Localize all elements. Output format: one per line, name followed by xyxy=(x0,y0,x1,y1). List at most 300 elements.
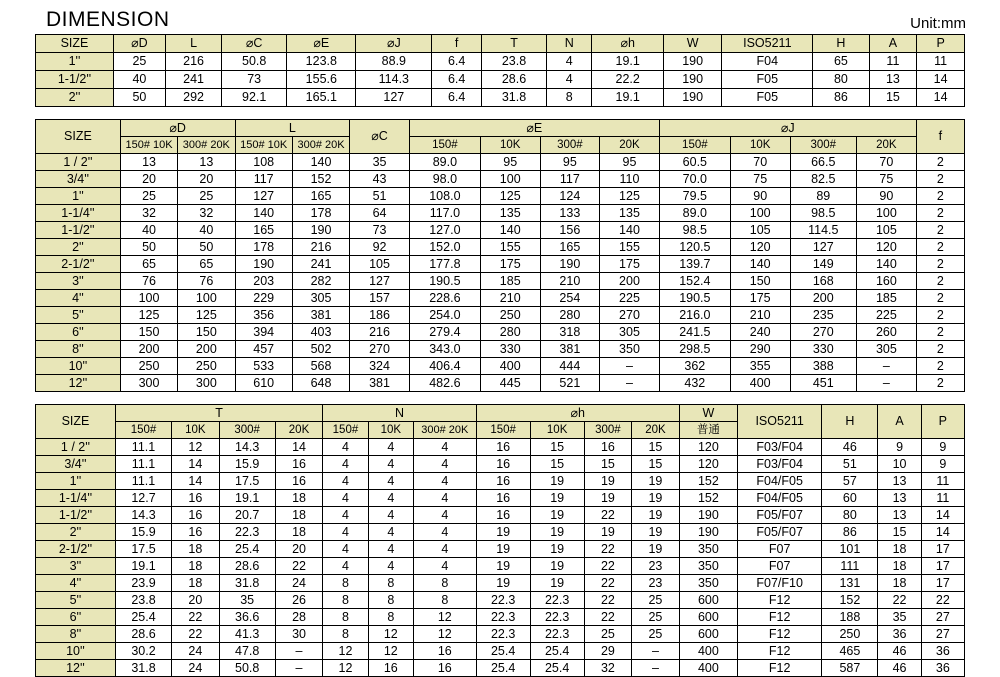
cell-j-150: 98.5 xyxy=(659,222,730,239)
cell-d-300-20k: 65 xyxy=(178,256,235,273)
cell-j-10k: 290 xyxy=(730,341,790,358)
cell-h-20k: 15 xyxy=(632,439,680,456)
cell-d: 40 xyxy=(113,71,165,89)
cell-t-20k: 20 xyxy=(275,541,323,558)
cell-j-20k: 225 xyxy=(857,307,917,324)
cell-e-20k: 135 xyxy=(600,205,660,222)
cell-c: 92.1 xyxy=(222,89,287,107)
cell-e-150: 406.4 xyxy=(409,358,480,375)
cell-e-150: 254.0 xyxy=(409,307,480,324)
cell-e-150: 117.0 xyxy=(409,205,480,222)
cell-l-150-10k: 117 xyxy=(235,171,292,188)
cell-n-10k: 4 xyxy=(368,456,413,473)
table-header-row-sub xyxy=(36,137,965,154)
cell-size: 8'' xyxy=(36,341,121,358)
cell-a: 36 xyxy=(878,626,921,643)
cell-iso: F04 xyxy=(722,53,813,71)
cell-j-150: 216.0 xyxy=(659,307,730,324)
cell-n-150: 8 xyxy=(323,575,368,592)
cell-l-150-10k: 203 xyxy=(235,273,292,290)
cell-size: 5'' xyxy=(36,592,116,609)
table-row xyxy=(36,592,965,609)
table-row xyxy=(36,154,965,171)
cell-h: 65 xyxy=(813,53,869,71)
cell-t-10k: 24 xyxy=(172,660,220,677)
cell-h-dia: 22.2 xyxy=(592,71,663,89)
cell-t-20k: 28 xyxy=(275,609,323,626)
cell-n-10k: 12 xyxy=(368,626,413,643)
cell-p: 9 xyxy=(921,456,964,473)
cell-iso: F03/F04 xyxy=(738,456,822,473)
cell-a: 18 xyxy=(878,558,921,575)
cell-h-150: 19 xyxy=(476,558,530,575)
col-header-t: T xyxy=(482,35,547,53)
cell-l-150-10k: 190 xyxy=(235,256,292,273)
cell-d-150-10k: 200 xyxy=(120,341,177,358)
cell-f: 2 xyxy=(916,273,964,290)
cell-d-150-10k: 50 xyxy=(120,239,177,256)
cell-j-150: 120.5 xyxy=(659,239,730,256)
col-header-h-dia: ⌀h xyxy=(592,35,663,53)
cell-f: 2 xyxy=(916,188,964,205)
table-row xyxy=(36,439,965,456)
cell-size: 5'' xyxy=(36,307,121,324)
cell-j-300: 82.5 xyxy=(790,171,857,188)
cell-h: 86 xyxy=(813,89,869,107)
cell-n-150: 8 xyxy=(323,609,368,626)
subcol-e-300: 300# xyxy=(540,137,600,154)
cell-h-dia: 19.1 xyxy=(592,89,663,107)
cell-h-20k: 15 xyxy=(632,456,680,473)
cell-t-20k: 18 xyxy=(275,490,323,507)
cell-e-10k: 400 xyxy=(480,358,540,375)
cell-h-150: 16 xyxy=(476,456,530,473)
cell-h-20k: 23 xyxy=(632,558,680,575)
cell-size: 4'' xyxy=(36,290,121,307)
cell-c: 381 xyxy=(350,375,410,392)
table-row xyxy=(36,53,965,71)
col-header-h: H xyxy=(822,405,878,439)
cell-f: 2 xyxy=(916,222,964,239)
cell-p: 22 xyxy=(921,592,964,609)
cell-n-150: 4 xyxy=(323,524,368,541)
cell-iso: F12 xyxy=(738,609,822,626)
cell-size: 1-1/2'' xyxy=(36,507,116,524)
cell-e-10k: 135 xyxy=(480,205,540,222)
table-row xyxy=(36,507,965,524)
col-header-size: SIZE xyxy=(36,35,114,53)
subcol-t-20k: 20K xyxy=(275,422,323,439)
cell-p: 17 xyxy=(921,541,964,558)
cell-t-150: 30.2 xyxy=(115,643,171,660)
cell-h: 250 xyxy=(822,626,878,643)
subcol-e-10k: 10K xyxy=(480,137,540,154)
cell-h-300: 22 xyxy=(584,507,632,524)
cell-n-10k: 8 xyxy=(368,592,413,609)
cell-f: 2 xyxy=(916,358,964,375)
cell-size: 3/4'' xyxy=(36,456,116,473)
cell-size: 1-1/2'' xyxy=(36,222,121,239)
cell-size: 2'' xyxy=(36,89,114,107)
cell-size: 3'' xyxy=(36,558,116,575)
cell-h-20k: 19 xyxy=(632,490,680,507)
cell-d-300-20k: 125 xyxy=(178,307,235,324)
cell-j-300: 66.5 xyxy=(790,154,857,171)
cell-h-300: 19 xyxy=(584,473,632,490)
cell-l-300-20k: 216 xyxy=(292,239,349,256)
cell-t-20k: 16 xyxy=(275,473,323,490)
cell-e-300: 254 xyxy=(540,290,600,307)
cell-t-150: 23.8 xyxy=(115,592,171,609)
table-header-row-group xyxy=(36,120,965,137)
col-header-l: L xyxy=(235,120,350,137)
cell-j-150: 298.5 xyxy=(659,341,730,358)
cell-c: 50.8 xyxy=(222,53,287,71)
cell-e-300: 133 xyxy=(540,205,600,222)
cell-j-150: 60.5 xyxy=(659,154,730,171)
cell-j-20k: – xyxy=(857,375,917,392)
cell-t-150: 25.4 xyxy=(115,609,171,626)
cell-d-150-10k: 25 xyxy=(120,188,177,205)
col-header-f: f xyxy=(432,35,482,53)
cell-p: 27 xyxy=(921,609,964,626)
cell-iso: F07 xyxy=(738,541,822,558)
cell-j-10k: 240 xyxy=(730,324,790,341)
subcol-n-150: 150# xyxy=(323,422,368,439)
cell-h-20k: 19 xyxy=(632,507,680,524)
subcol-h-10k: 10K xyxy=(530,422,584,439)
cell-j-20k: 70 xyxy=(857,154,917,171)
cell-e-20k: 95 xyxy=(600,154,660,171)
cell-n-10k: 4 xyxy=(368,507,413,524)
cell-h-150: 16 xyxy=(476,507,530,524)
cell-c: 73 xyxy=(222,71,287,89)
cell-j-300: 168 xyxy=(790,273,857,290)
cell-e-20k: – xyxy=(600,358,660,375)
cell-n-300-20k: 4 xyxy=(414,473,477,490)
cell-j-150: 241.5 xyxy=(659,324,730,341)
cell-h: 101 xyxy=(822,541,878,558)
table-row xyxy=(36,643,965,660)
table-header-row xyxy=(36,35,965,53)
cell-n-300-20k: 4 xyxy=(414,490,477,507)
subcol-l-300-20k: 300# 20K xyxy=(292,137,349,154)
cell-n-150: 4 xyxy=(323,473,368,490)
cell-size: 10'' xyxy=(36,358,121,375)
unit-label: Unit:mm xyxy=(910,15,966,32)
cell-f: 6.4 xyxy=(432,71,482,89)
cell-l-150-10k: 457 xyxy=(235,341,292,358)
subcol-t-300: 300# xyxy=(219,422,275,439)
cell-h-150: 16 xyxy=(476,473,530,490)
cell-h-300: 16 xyxy=(584,439,632,456)
cell-j-20k: 160 xyxy=(857,273,917,290)
cell-n-150: 4 xyxy=(323,507,368,524)
cell-t-20k: 18 xyxy=(275,507,323,524)
cell-j-300: 89 xyxy=(790,188,857,205)
cell-d-150-10k: 100 xyxy=(120,290,177,307)
col-header-n: N xyxy=(323,405,476,422)
cell-h-300: 32 xyxy=(584,660,632,677)
cell-l-150-10k: 610 xyxy=(235,375,292,392)
cell-c: 157 xyxy=(350,290,410,307)
cell-e-10k: 330 xyxy=(480,341,540,358)
cell-iso: F05 xyxy=(722,71,813,89)
cell-t-150: 19.1 xyxy=(115,558,171,575)
cell-d-150-10k: 65 xyxy=(120,256,177,273)
cell-j-10k: 75 xyxy=(730,171,790,188)
cell-h-300: 22 xyxy=(584,558,632,575)
cell-p: 17 xyxy=(921,558,964,575)
cell-j-10k: 90 xyxy=(730,188,790,205)
cell-n-300-20k: 4 xyxy=(414,524,477,541)
cell-iso: F05/F07 xyxy=(738,524,822,541)
cell-n: 4 xyxy=(546,71,591,89)
cell-l-300-20k: 502 xyxy=(292,341,349,358)
cell-w: 600 xyxy=(679,609,737,626)
cell-h: 57 xyxy=(822,473,878,490)
table-header-row-group xyxy=(36,405,965,422)
col-header-h: H xyxy=(813,35,869,53)
cell-a: 22 xyxy=(878,592,921,609)
cell-h: 587 xyxy=(822,660,878,677)
subcol-j-10k: 10K xyxy=(730,137,790,154)
cell-w: 350 xyxy=(679,558,737,575)
cell-h-20k: 25 xyxy=(632,592,680,609)
table-row xyxy=(36,524,965,541)
cell-size: 12'' xyxy=(36,660,116,677)
cell-f: 2 xyxy=(916,375,964,392)
cell-e-300: 444 xyxy=(540,358,600,375)
cell-h: 51 xyxy=(822,456,878,473)
cell-t-300: 19.1 xyxy=(219,490,275,507)
cell-t-150: 12.7 xyxy=(115,490,171,507)
cell-t-20k: 16 xyxy=(275,456,323,473)
cell-n-10k: 4 xyxy=(368,439,413,456)
cell-j-300: 98.5 xyxy=(790,205,857,222)
cell-h-300: 22 xyxy=(584,575,632,592)
cell-h-300: 19 xyxy=(584,524,632,541)
cell-p: 27 xyxy=(921,626,964,643)
cell-n-150: 4 xyxy=(323,558,368,575)
cell-size: 1'' xyxy=(36,53,114,71)
cell-h-20k: – xyxy=(632,643,680,660)
cell-t-300: 28.6 xyxy=(219,558,275,575)
cell-h-20k: – xyxy=(632,660,680,677)
cell-h-10k: 22.3 xyxy=(530,592,584,609)
cell-n-10k: 8 xyxy=(368,609,413,626)
cell-a: 15 xyxy=(869,89,917,107)
cell-t-20k: 30 xyxy=(275,626,323,643)
subcol-d-150-10k: 150# 10K xyxy=(120,137,177,154)
page-title: DIMENSION xyxy=(46,8,170,31)
col-header-l: L xyxy=(165,35,221,53)
cell-size: 1'' xyxy=(36,188,121,205)
cell-h-150: 16 xyxy=(476,439,530,456)
cell-w: 350 xyxy=(679,541,737,558)
cell-j-300: 235 xyxy=(790,307,857,324)
cell-n-10k: 4 xyxy=(368,524,413,541)
cell-n-150: 12 xyxy=(323,660,368,677)
cell-e-20k: – xyxy=(600,375,660,392)
cell-c: 127 xyxy=(350,273,410,290)
cell-d-300-20k: 76 xyxy=(178,273,235,290)
cell-t-300: 14.3 xyxy=(219,439,275,456)
cell-l-300-20k: 165 xyxy=(292,188,349,205)
cell-d-300-20k: 200 xyxy=(178,341,235,358)
cell-j-150: 139.7 xyxy=(659,256,730,273)
cell-t-10k: 16 xyxy=(172,490,220,507)
cell-t-300: 20.7 xyxy=(219,507,275,524)
cell-w: 190 xyxy=(679,524,737,541)
table-row xyxy=(36,188,965,205)
subcol-l-150-10k: 150# 10K xyxy=(235,137,292,154)
cell-f: 2 xyxy=(916,239,964,256)
cell-h-20k: 19 xyxy=(632,524,680,541)
cell-c: 43 xyxy=(350,171,410,188)
cell-j-150: 362 xyxy=(659,358,730,375)
cell-h-150: 25.4 xyxy=(476,660,530,677)
cell-e: 123.8 xyxy=(287,53,356,71)
cell-l-150-10k: 533 xyxy=(235,358,292,375)
cell-t-150: 23.9 xyxy=(115,575,171,592)
cell-n-150: 4 xyxy=(323,541,368,558)
cell-t-10k: 14 xyxy=(172,456,220,473)
cell-d-300-20k: 250 xyxy=(178,358,235,375)
cell-f: 2 xyxy=(916,256,964,273)
col-header-p: P xyxy=(917,35,965,53)
table-row xyxy=(36,609,965,626)
cell-e-10k: 250 xyxy=(480,307,540,324)
cell-j-10k: 120 xyxy=(730,239,790,256)
cell-t-20k: – xyxy=(275,660,323,677)
col-header-iso5211: ISO5211 xyxy=(722,35,813,53)
cell-w: 600 xyxy=(679,592,737,609)
sheet-header xyxy=(12,8,988,34)
cell-j-10k: 210 xyxy=(730,307,790,324)
cell-j-300: 200 xyxy=(790,290,857,307)
cell-t-300: 36.6 xyxy=(219,609,275,626)
cell-h: 465 xyxy=(822,643,878,660)
cell-c: 216 xyxy=(350,324,410,341)
cell-h-10k: 19 xyxy=(530,507,584,524)
cell-c: 92 xyxy=(350,239,410,256)
cell-n-300-20k: 16 xyxy=(414,643,477,660)
cell-w: 152 xyxy=(679,490,737,507)
cell-e-150: 89.0 xyxy=(409,154,480,171)
table-row xyxy=(36,256,965,273)
cell-d-300-20k: 100 xyxy=(178,290,235,307)
cell-w: 350 xyxy=(679,575,737,592)
cell-e-150: 482.6 xyxy=(409,375,480,392)
col-header-d: ⌀D xyxy=(120,120,235,137)
cell-w: 190 xyxy=(663,71,721,89)
cell-t-20k: 22 xyxy=(275,558,323,575)
cell-t-20k: 18 xyxy=(275,524,323,541)
cell-h-150: 22.3 xyxy=(476,609,530,626)
table-row xyxy=(36,456,965,473)
cell-c: 186 xyxy=(350,307,410,324)
cell-j-300: 451 xyxy=(790,375,857,392)
cell-h: 86 xyxy=(822,524,878,541)
cell-c: 51 xyxy=(350,188,410,205)
cell-f: 2 xyxy=(916,205,964,222)
cell-j-20k: 120 xyxy=(857,239,917,256)
cell-f: 6.4 xyxy=(432,89,482,107)
subcol-t-150: 150# xyxy=(115,422,171,439)
cell-j-20k: 100 xyxy=(857,205,917,222)
cell-c: 35 xyxy=(350,154,410,171)
cell-c: 64 xyxy=(350,205,410,222)
cell-size: 1-1/4'' xyxy=(36,205,121,222)
cell-j-10k: 150 xyxy=(730,273,790,290)
col-header-d: ⌀D xyxy=(113,35,165,53)
cell-d-150-10k: 76 xyxy=(120,273,177,290)
cell-e-10k: 175 xyxy=(480,256,540,273)
cell-n-150: 8 xyxy=(323,626,368,643)
cell-w: 400 xyxy=(679,660,737,677)
cell-j: 88.9 xyxy=(356,53,432,71)
cell-d-150-10k: 13 xyxy=(120,154,177,171)
cell-j-10k: 70 xyxy=(730,154,790,171)
cell-h-10k: 15 xyxy=(530,439,584,456)
table-row xyxy=(36,307,965,324)
cell-e-10k: 155 xyxy=(480,239,540,256)
cell-e-20k: 110 xyxy=(600,171,660,188)
cell-n-10k: 4 xyxy=(368,558,413,575)
cell-t-150: 11.1 xyxy=(115,439,171,456)
cell-p: 36 xyxy=(921,660,964,677)
cell-e-300: 381 xyxy=(540,341,600,358)
cell-t-300: 15.9 xyxy=(219,456,275,473)
cell-t-300: 41.3 xyxy=(219,626,275,643)
cell-n: 8 xyxy=(546,89,591,107)
cell-j-10k: 355 xyxy=(730,358,790,375)
cell-t-10k: 12 xyxy=(172,439,220,456)
cell-h-20k: 25 xyxy=(632,609,680,626)
cell-j-20k: 105 xyxy=(857,222,917,239)
cell-n-300-20k: 8 xyxy=(414,575,477,592)
cell-h-10k: 25.4 xyxy=(530,643,584,660)
cell-j-300: 270 xyxy=(790,324,857,341)
cell-h-20k: 23 xyxy=(632,575,680,592)
cell-w: 152 xyxy=(679,473,737,490)
cell-l-300-20k: 241 xyxy=(292,256,349,273)
cell-h: 131 xyxy=(822,575,878,592)
cell-n-300-20k: 4 xyxy=(414,439,477,456)
cell-j-300: 388 xyxy=(790,358,857,375)
cell-t-150: 15.9 xyxy=(115,524,171,541)
cell-f: 6.4 xyxy=(432,53,482,71)
subcol-d-300-20k: 300# 20K xyxy=(178,137,235,154)
table-row xyxy=(36,341,965,358)
cell-t-150: 11.1 xyxy=(115,456,171,473)
table-row xyxy=(36,575,965,592)
cell-a: 13 xyxy=(878,490,921,507)
cell-h-10k: 22.3 xyxy=(530,626,584,643)
table-row xyxy=(36,541,965,558)
cell-w: 400 xyxy=(679,643,737,660)
cell-size: 2'' xyxy=(36,239,121,256)
cell-e-20k: 270 xyxy=(600,307,660,324)
cell-e-150: 98.0 xyxy=(409,171,480,188)
cell-w: 120 xyxy=(679,439,737,456)
cell-d-150-10k: 300 xyxy=(120,375,177,392)
table-row xyxy=(36,490,965,507)
cell-j-150: 190.5 xyxy=(659,290,730,307)
cell-j-300: 114.5 xyxy=(790,222,857,239)
cell-h-300: 25 xyxy=(584,626,632,643)
